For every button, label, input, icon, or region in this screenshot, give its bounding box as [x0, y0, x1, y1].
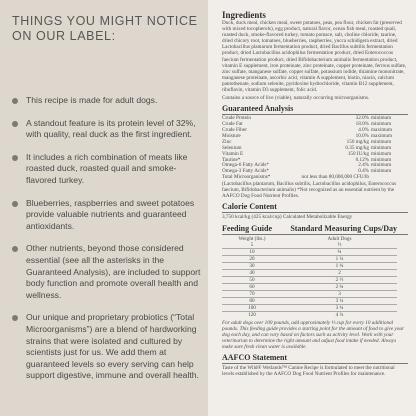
feeding-row: [222, 269, 397, 276]
bullet-icon: [12, 201, 18, 207]
highlight-item: Other nutrients, beyond those considered essential (see all the asterisks in the Guaranteed Analysis), are included to support body function and promote overall health and wellness.: [12, 243, 202, 301]
calorie-text: 3,750 kcal/kg (425 kcal/cup) Calculated Metabolizable Energy: [222, 214, 353, 221]
feeding-weight: 70: [222, 290, 282, 297]
feeding-cups: ½: [337, 241, 342, 248]
aafco-heading: AAFCO Statement: [222, 353, 288, 363]
feeding-row: [222, 290, 397, 297]
analysis-value: 32.0%: [355, 115, 369, 122]
microorganism-note: Contains a source of live (viable), naturally occurring microorganisms.: [222, 95, 370, 102]
divider: [222, 234, 408, 235]
feeding-cups: 2: [282, 269, 397, 276]
calorie-heading: Calorie Content: [222, 202, 277, 212]
feeding-row: [222, 283, 397, 290]
feeding-row: [222, 255, 397, 262]
analysis-value: 150 mg/kg: [346, 138, 369, 145]
feeding-cups: ¾: [282, 248, 397, 255]
feeding-cups: 1 ¾: [282, 262, 397, 269]
highlights-list: [12, 95, 202, 382]
feeding-row: [222, 297, 397, 304]
analysis-value: 10.0%: [355, 132, 369, 139]
analysis-value: not less than 80,000,000 CFU/lb: [301, 174, 369, 181]
bullet-icon: [12, 155, 18, 161]
analysis-value: 0.4%: [358, 168, 369, 175]
highlight-item: Blueberries, raspberries and sweet potatoes provide valuable nutrients and guaranteed antioxidants.: [12, 198, 202, 233]
analysis-unit: minimum: [371, 144, 392, 151]
feeding-weight: 40: [222, 269, 282, 276]
feeding-cups: 4 ¼: [282, 311, 397, 318]
highlight-item: A standout feature is its protein level of 32%, with quality, real duck as the first ingredient.: [12, 118, 202, 141]
feeding-cups: 3 ¼: [282, 297, 397, 304]
weight-column-header: Weight (lbs.): [238, 235, 266, 242]
bullet-icon: [12, 121, 18, 127]
feeding-guide-heading: Feeding Guide: [222, 223, 273, 233]
analysis-unit: minimum: [371, 138, 392, 145]
feeding-weight: 60: [222, 283, 282, 290]
analysis-name: Vitamin E: [222, 150, 244, 157]
feeding-weight: 120: [222, 311, 282, 318]
feeding-cups: 3: [282, 290, 397, 297]
analysis-value: 0.35 mg/kg: [345, 144, 369, 151]
feeding-guide-note: For adult dogs over 100 pounds, add approximately ⅓ cup for every 10 additional pounds. This feeding guide provides a starting point for the amount of food to give your dog each day, and can vary based on factors such as activity level. Work with your veterinarian to determine the right amount and adjust food intake if needed. Always make sure fresh clean water is available.: [222, 319, 404, 350]
analysis-name: Taurine*: [222, 156, 241, 163]
guaranteed-analysis-heading: Guaranteed Analysis: [222, 104, 294, 114]
highlight-item: It includes a rich combination of meats like roasted duck, roasted quail and smoke-flavored turkey.: [12, 152, 202, 187]
cups-column-header: Adult Dogs: [327, 235, 352, 242]
analysis-value: 18.0%: [355, 121, 369, 128]
bullet-icon: [12, 98, 18, 104]
analysis-unit: maximum: [371, 132, 393, 139]
highlight-item: This recipe is made for adult dogs.: [12, 95, 202, 107]
analysis-unit: maximum: [371, 127, 393, 134]
analysis-name: Crude Fat: [222, 121, 243, 128]
analysis-name: Total Microorganisms*: [222, 174, 271, 181]
feeding-row: [222, 248, 397, 255]
feeding-row: [222, 262, 397, 269]
feeding-weight: 80: [222, 297, 282, 304]
analysis-name: Crude Fiber: [222, 127, 247, 134]
analysis-name: Selenium: [222, 144, 242, 151]
highlight-item: Our unique and proprietary probiotics (“Total Microorganisms”) are a blend of hardworking strains that were isolated and cultured by scientists just for us. We add them at guaranteed levels so every serving can help support digestive, immune and overall health.: [12, 312, 202, 382]
feeding-cups: 1 ¼: [282, 255, 397, 262]
analysis-unit: minimum: [371, 162, 392, 169]
feeding-row: [222, 304, 397, 311]
feeding-cups: 2 ¾: [282, 283, 397, 290]
bullet-icon: [12, 315, 18, 321]
analysis-name: Zinc: [222, 138, 232, 145]
analysis-unit: minimum: [371, 156, 392, 163]
analysis-unit: minimum: [371, 121, 392, 128]
analysis-unit: minimum: [371, 150, 392, 157]
analysis-value: 0.12%: [355, 156, 369, 163]
highlights-title: THINGS YOU MIGHT NOTICE ON OUR LABEL:: [12, 14, 198, 43]
analysis-name: Omega-3 Fatty Acids*: [222, 168, 269, 175]
feeding-weight: 5: [250, 241, 254, 248]
feeding-weight: 100: [222, 304, 282, 311]
analysis-value: 150 IU/kg: [347, 150, 369, 157]
ingredients-text: Duck, duck meal, chicken meal, sweet potatoes, peas, pea flour, chicken fat (preserved with mixed tocopherols), egg product, natural flavor, ocean fish meal, roasted quail, roasted duck, smoke-flavored turkey, tomato pomace, salt, choline chloride, taurine, dried chicory root, tomatoes, blueberries, raspberries, yucca schidigera extract, dried Lactobacillus plantarum fermentation product, dried Bacillus subtilis fermentation product, dried Lactobacillus acidophilus fermentation product, dried Enterococcus faecium fermentation product, dried Bifidobacterium animalis fermentation product, vitamin E supplement, iron proteinate, zinc proteinate, copper proteinate, ferrous sulfate, zinc sulfate, manganese sulfate, copper sulfate, potassium iodide, thiamine mononitrate, manganese proteinate, ascorbic acid, vitamin A supplement, biotin, niacin, calcium pantothenate, sodium selenite, pyridoxine hydrochloride, vitamin B12 supplement, riboflavin, vitamin D3 supplement, folic acid.: [222, 20, 407, 94]
analysis-name: Moisture: [222, 132, 241, 139]
feeding-weight: 30: [222, 262, 282, 269]
feeding-guide-subheading: Standard Measuring Cups/Day: [290, 223, 397, 233]
ingredients-heading: Ingredients: [222, 10, 266, 20]
bullet-icon: [12, 246, 18, 252]
guaranteed-analysis-note: (Lactobacillus plantarum, Bacillus subtilis, Lactobacillus acidophilus, Enterococcus faecium, Bifidobacterium animalis) *Not recognized as an essential nutrient by the AAFCO Dog Food Nutrient Profiles.: [222, 181, 397, 200]
feeding-row: [222, 311, 397, 318]
feeding-weight: 50: [222, 276, 282, 283]
divider: [222, 363, 408, 364]
product-label-panel: [208, 0, 416, 416]
analysis-unit: minimum: [371, 168, 392, 175]
feeding-cups: 2 ½: [282, 276, 397, 283]
analysis-value: 4.0%: [358, 127, 369, 134]
feeding-weight: 20: [222, 255, 282, 262]
feeding-weight: 10: [222, 248, 282, 255]
aafco-text: Taste of the Wild® Wetlands™ Canine Recipe is formulated to meet the nutritional levels established by the AAFCO Dog Food Nutrient Profiles for maintenance.: [222, 365, 395, 378]
analysis-value: 2.4%: [358, 162, 369, 169]
feeding-cups: 3 ¾: [282, 304, 397, 311]
feeding-guide-table: [222, 236, 397, 318]
analysis-name: Crude Protein: [222, 115, 251, 122]
analysis-unit: minimum: [371, 115, 392, 122]
analysis-name: Omega-6 Fatty Acids*: [222, 162, 269, 169]
feeding-row: [222, 276, 397, 283]
guaranteed-analysis-table: [222, 116, 397, 181]
